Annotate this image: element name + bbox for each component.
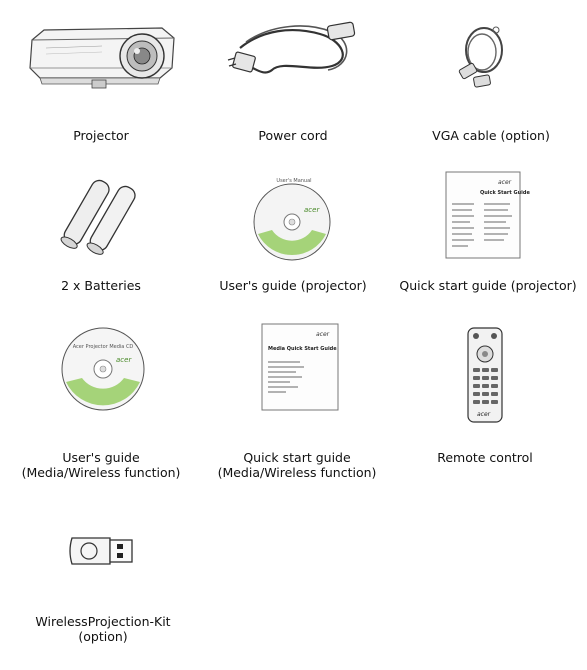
item-label: User's guide (Media/Wireless function) [21, 450, 181, 480]
item-label: User's guide (projector) [219, 278, 367, 293]
svg-text:acer: acer [316, 331, 330, 338]
vga-cable-icon [452, 24, 512, 94]
usb-dongle-icon [68, 534, 138, 568]
item-label: Quick start guide (projector) [399, 278, 577, 293]
booklet-icon [260, 322, 340, 412]
svg-text:Quick Start Guide: Quick Start Guide [480, 190, 530, 196]
svg-text:Media Quick Start Guide: Media Quick Start Guide [268, 346, 337, 352]
item-label: Power cord [258, 128, 328, 143]
svg-text:acer: acer [304, 206, 320, 214]
projector-icon [22, 22, 180, 92]
disc-caption: User's Manual [276, 178, 312, 184]
batteries-icon [58, 172, 148, 252]
booklet-icon [444, 170, 530, 260]
item-label: VGA cable (option) [432, 128, 550, 143]
svg-text:acer: acer [477, 411, 491, 418]
power-cord-icon [232, 20, 362, 80]
svg-text:acer: acer [498, 179, 512, 186]
item-label: Quick start guide (Media/Wireless function) [217, 450, 377, 480]
disc-caption: Acer Projector Media CD [72, 344, 134, 350]
cd-disc-icon [252, 182, 332, 262]
svg-text:acer: acer [116, 356, 132, 364]
item-label: WirelessProjection-Kit (option) [35, 614, 171, 644]
item-label: 2 x Batteries [61, 278, 141, 293]
item-label: Projector [73, 128, 129, 143]
item-label: Remote control [437, 450, 533, 465]
cd-disc-icon [60, 326, 146, 412]
remote-control-icon [466, 326, 506, 426]
